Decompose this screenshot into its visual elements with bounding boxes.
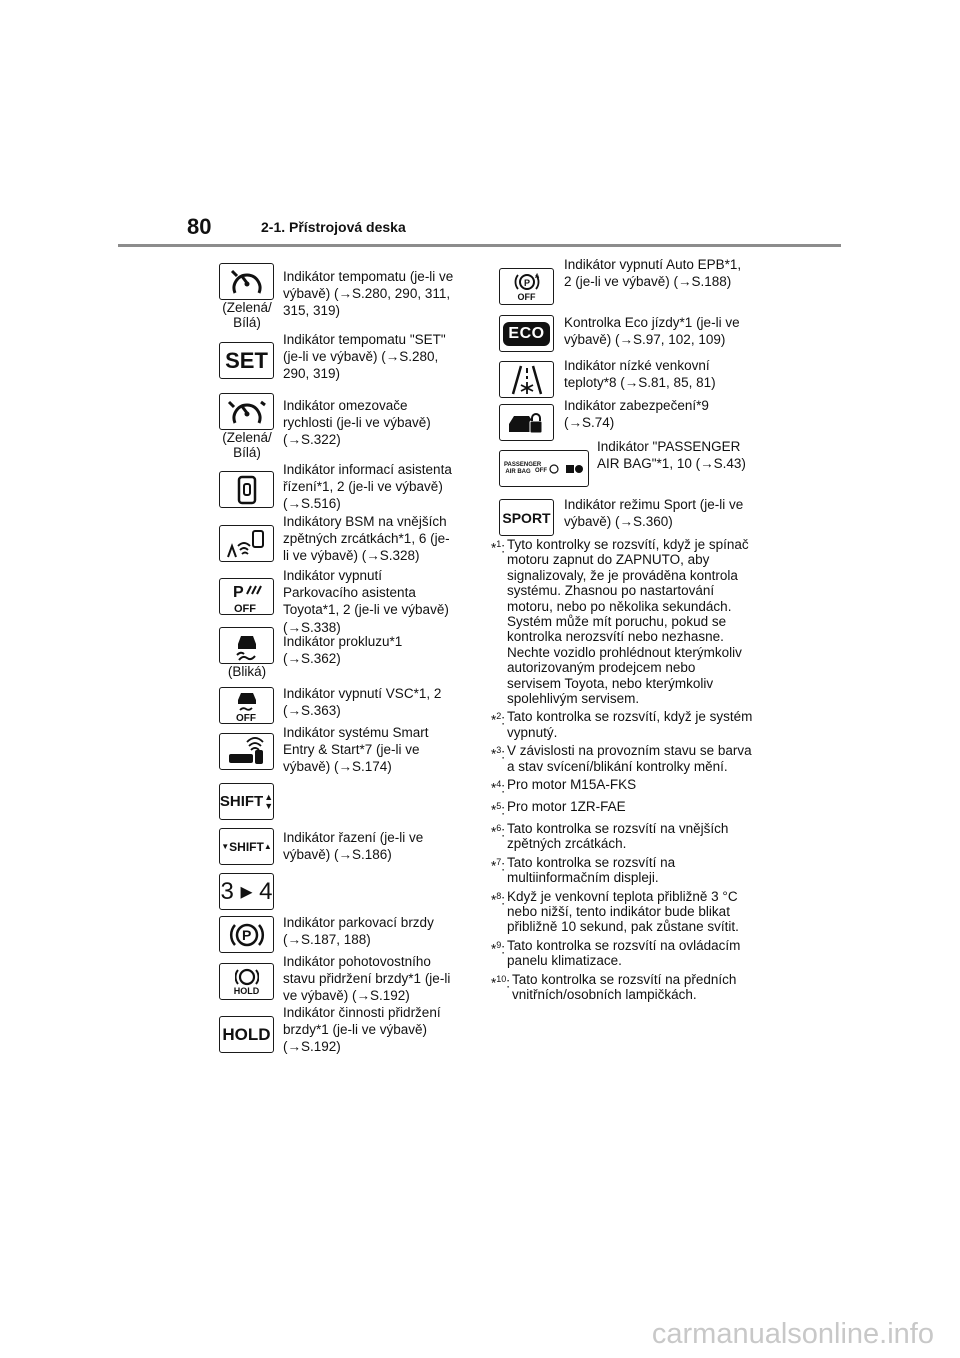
icon-caption: (Zelená/ Bílá) bbox=[222, 430, 272, 460]
footnote: *$^7$: Tato kontrolka se rozsvítí na multiinformačním displeji. bbox=[491, 854, 676, 886]
shift-updown-icon: SHIFT ▲ ▼ bbox=[219, 783, 274, 820]
footnote: *$^{10}$: Tato kontrolka se rozsvítí na předních vnitřních/osobních lampičkách. bbox=[491, 971, 737, 1002]
footnote: *$^3$: V závislosti na provozním stavu se barva a stav svícení/blikání kontrolky mění. bbox=[491, 743, 752, 774]
item-description: Indikátor tempomatu "SET" (je-li ve výbavě) (→S.280, 290, 319) bbox=[283, 332, 446, 382]
smart-entry-icon bbox=[219, 733, 274, 770]
footnote: *$^1$: Tyto kontrolky se rozsvítí, když je spínač motoru zapnut do ZAPNUTO, aby signalizovaly, že je prováděna kontrola systému. Zhasnou po nastartování motoru, nebo po několika sekundách. Systém může mít poruchu, pokud se kontrolka nerozsvítí nebo nezhasne. Nechte vozidlo prohlédnout kterýmkoliv autorizovaným prodejcem nebo servisem Toyota, nebo kterýmkoliv spolehlivým servisem. bbox=[491, 537, 749, 707]
item-description: Indikátor pohotovostního stavu přidržení brzdy*1 (je-li ve výbavě) (→S.192) bbox=[283, 954, 451, 1004]
footnote: *$^9$: Tato kontrolka se rozsvítí na ovládacím panelu klimatizace. bbox=[491, 937, 741, 969]
svg-text:P: P bbox=[232, 583, 244, 601]
shift-indicator-icon: ▼ SHIFT ▲ bbox=[219, 828, 274, 865]
item-description: Indikátor režimu Sport (je-li ve výbavě) (→S.360) bbox=[564, 497, 744, 530]
shift-up-arrow-icon: ▲ bbox=[263, 842, 272, 851]
shift-up-down-arrows-icon: ▲ ▼ bbox=[264, 791, 274, 811]
footnote: *$^4$: Pro motor M15A-FKS bbox=[491, 777, 637, 796]
shift-down-arrow-icon: ▼ bbox=[221, 842, 230, 851]
parking-brake-icon bbox=[219, 916, 274, 953]
item-description: Indikátor omezovače rychlosti (je-li ve výbavě) (→S.322) bbox=[283, 398, 431, 448]
item-description: Indikátor tempomatu (je-li ve výbavě) (→S.280, 290, 311, 315, 319) bbox=[283, 269, 454, 319]
low-temp-icon bbox=[499, 361, 554, 398]
item-description: Indikátor vypnutí Auto EPB*1, 2 (je-li ve výbavě) (→S.188) bbox=[564, 257, 742, 290]
speed-limiter-icon bbox=[219, 393, 274, 430]
sport-mode-icon: SPORT bbox=[499, 499, 554, 536]
watermark: carmanualsonline.info bbox=[651, 1318, 934, 1350]
slip-indicator-icon bbox=[219, 627, 274, 664]
item-description: Indikátor činnosti přidržení brzdy*1 (je-li ve výbavě) (→S.192) bbox=[283, 1005, 441, 1055]
cruise-control-icon bbox=[219, 263, 274, 300]
svg-text:OFF: OFF bbox=[235, 712, 256, 723]
item-description: Indikátor systému Smart Entry & Start*7 (je-li ve výbavě) (→S.174) bbox=[283, 725, 429, 775]
svg-text:P: P bbox=[523, 277, 530, 288]
footnote: *$^6$: Tato kontrolka se rozsvítí na vnějších zpětných zrcátkách. bbox=[491, 820, 729, 852]
svg-text:A: A bbox=[534, 273, 539, 280]
brake-hold-active-icon: HOLD bbox=[219, 1016, 274, 1053]
item-description: Kontrolka Eco jízdy*1 (je-li ve výbavě) (→S.97, 102, 109) bbox=[564, 315, 740, 348]
item-description: Indikátor zabezpečení*9 (→S.74) bbox=[564, 398, 709, 431]
footnote: *$^5$: Pro motor 1ZR-FAE bbox=[491, 799, 626, 818]
item-description: Indikátor "PASSENGER AIR BAG"*1, 10 (→S.43) bbox=[597, 439, 746, 472]
svg-text:OFF: OFF bbox=[233, 602, 256, 614]
security-icon bbox=[499, 404, 554, 441]
parking-assist-off-icon bbox=[219, 578, 274, 615]
svg-text:P: P bbox=[241, 926, 251, 943]
item-description: Indikátor nízké venkovní teploty*8 (→S.81, 85, 81) bbox=[564, 358, 716, 391]
item-description: Indikátor prokluzu*1 (→S.362) bbox=[283, 634, 403, 667]
driver-assist-info-icon bbox=[219, 471, 274, 508]
item-description: Indikátor vypnutí VSC*1, 2 (→S.363) bbox=[283, 686, 442, 719]
item-description: Indikátor parkovací brzdy (→S.187, 188) bbox=[283, 915, 434, 948]
icon-caption: (Zelená/ Bílá) bbox=[222, 300, 272, 330]
icon-caption: (Bliká) bbox=[227, 664, 267, 679]
bsm-mirror-icon bbox=[219, 525, 274, 562]
vsc-off-icon bbox=[219, 687, 274, 724]
header-rule bbox=[118, 244, 841, 247]
eco-icon: ECO bbox=[499, 315, 554, 352]
footnote: *$^2$: Tato kontrolka se rozsvítí, když je systém vypnutý. bbox=[491, 709, 753, 740]
footnotes bbox=[491, 537, 753, 1005]
section-title: 2-1. Přístrojová deska bbox=[261, 219, 406, 235]
item-description: Indikátory BSM na vnějších zpětných zrcátkách*1, 6 (je-li ve výbavě) (→S.328) bbox=[283, 514, 450, 564]
gear-3-4-icon: 3 ▸ 4 bbox=[219, 873, 274, 910]
set-icon: SET bbox=[219, 342, 274, 379]
passenger-airbag-icon: PASSENGER AIR BAG OFF bbox=[499, 450, 589, 487]
item-description: Indikátor informací asistenta řízení*1, 2 (je-li ve výbavě) (→S.516) bbox=[283, 462, 452, 512]
brake-hold-standby-icon: HOLD bbox=[219, 963, 274, 1000]
footnote: *$^8$: Když je venkovní teplota přibližně 3 °C nebo nižší, tento indikátor bude blikat přibližně 10 sekund, pak zůstane svítit. bbox=[491, 888, 739, 935]
page-number: 80 bbox=[187, 214, 212, 239]
item-description: Indikátor řazení (je-li ve výbavě) (→S.186) bbox=[283, 830, 424, 863]
svg-text:OFF: OFF bbox=[535, 467, 547, 474]
auto-epb-off-icon: P A OFF bbox=[499, 268, 554, 305]
item-description: Indikátor vypnutí Parkovacího asistenta Toyota*1, 2 (je-li ve výbavě) (→S.338) bbox=[283, 568, 449, 635]
